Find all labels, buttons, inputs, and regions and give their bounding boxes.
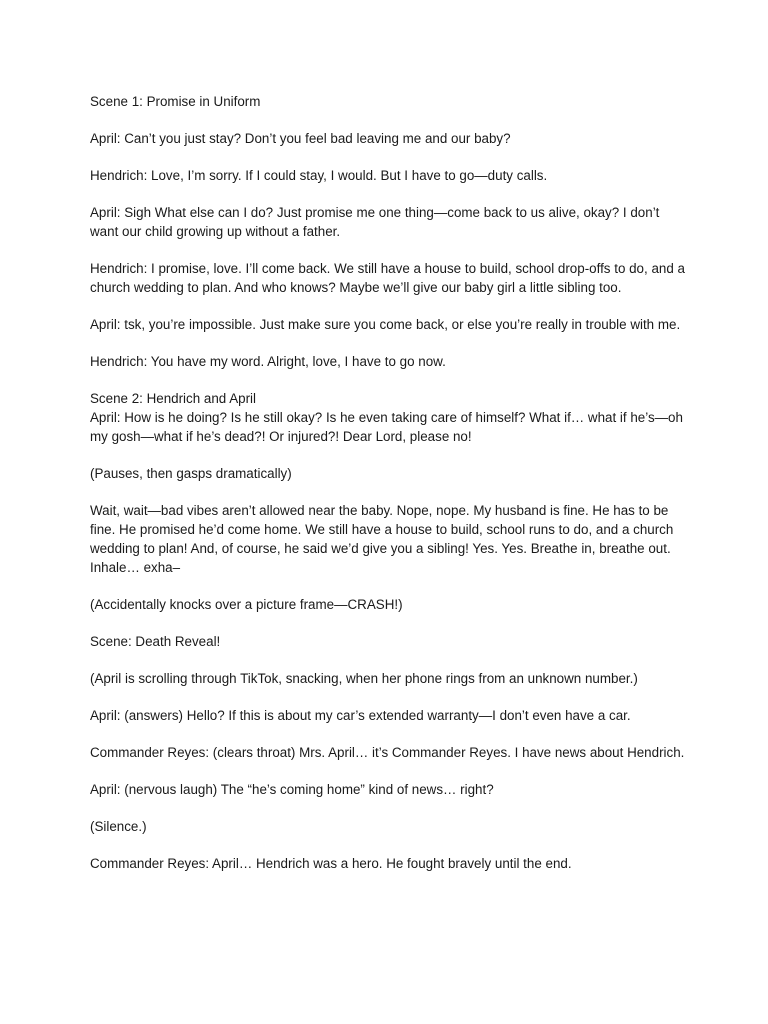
scene-heading: Scene 1: Promise in Uniform bbox=[90, 94, 261, 109]
dialogue-line: April: (answers) Hello? If this is about my car’s extended warranty—I don’t even have a car. bbox=[90, 708, 631, 723]
stage-direction: (Pauses, then gasps dramatically) bbox=[90, 466, 292, 481]
script-text bbox=[90, 92, 686, 891]
stage-direction: (April is scrolling through TikTok, snacking, when her phone rings from an unknown number.) bbox=[90, 671, 638, 686]
dialogue-line: April: (nervous laugh) The “he’s coming home” kind of news… right? bbox=[90, 782, 494, 797]
scene-heading: Scene: Death Reveal! bbox=[90, 634, 221, 649]
scene-heading: Scene 2: Hendrich and April bbox=[90, 391, 256, 406]
dialogue-line: Hendrich: You have my word. Alright, love, I have to go now. bbox=[90, 354, 446, 369]
dialogue-line: Hendrich: I promise, love. I’ll come back. We still have a house to build, school drop-offs to do, and a church wedding to plan. And who knows? Maybe we’ll give our baby girl a little sibling too. bbox=[90, 261, 685, 295]
dialogue-line: April: Sigh What else can I do? Just promise me one thing—come back to us alive, okay? I don’t want our child growing up without a father. bbox=[90, 205, 660, 239]
stage-direction: (Silence.) bbox=[90, 819, 147, 834]
dialogue-line: April: Can’t you just stay? Don’t you feel bad leaving me and our baby? bbox=[90, 131, 511, 146]
dialogue-line: April: How is he doing? Is he still okay? Is he even taking care of himself? What if… what if he’s—oh my gosh—what if he’s dead?! Or injured?! Dear Lord, please no! bbox=[90, 410, 683, 444]
dialogue-line: Commander Reyes: (clears throat) Mrs. April… it’s Commander Reyes. I have news about Hendrich. bbox=[90, 745, 685, 760]
dialogue-line: Wait, wait—bad vibes aren’t allowed near the baby. Nope, nope. My husband is fine. He has to be fine. He promised he’d come home. We still have a house to build, school runs to do, and a church wedding to plan! And, of course, he said we’d give you a sibling! Yes. Yes. Breathe in, breathe out. Inhale… exha– bbox=[90, 503, 674, 575]
dialogue-line: Hendrich: Love, I’m sorry. If I could stay, I would. But I have to go—duty calls. bbox=[90, 168, 548, 183]
dialogue-line: Commander Reyes: April… Hendrich was a hero. He fought bravely until the end. bbox=[90, 856, 572, 871]
stage-direction: (Accidentally knocks over a picture frame—CRASH!) bbox=[90, 597, 403, 612]
dialogue-line: April: tsk, you’re impossible. Just make sure you come back, or else you’re really in trouble with me. bbox=[90, 317, 681, 332]
